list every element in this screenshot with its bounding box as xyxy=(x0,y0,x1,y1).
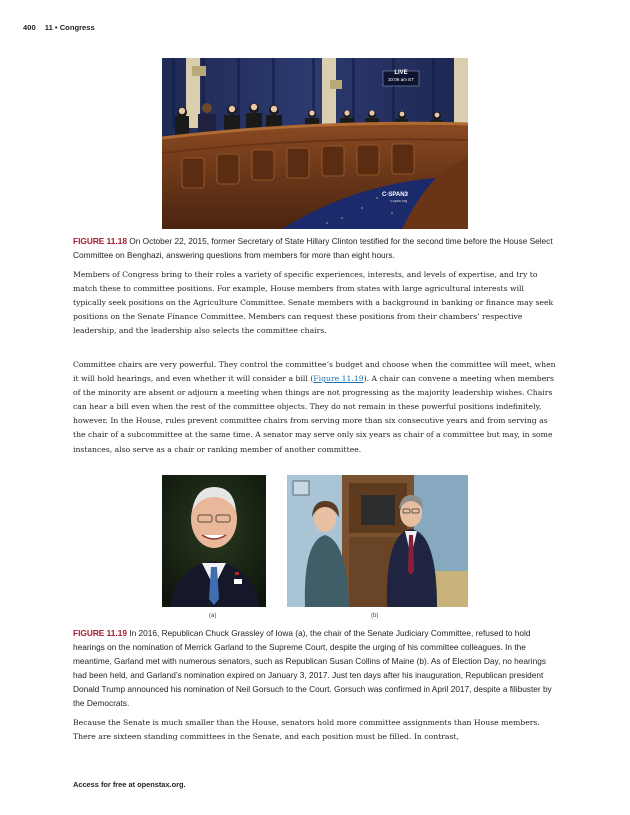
figure-11-19b-photo xyxy=(287,475,468,607)
caption-text: In 2016, Republican Chuck Grassley of Iowa (a), the chair of the Senate Judiciary Committee, refused to hold hearings on the nomination of Merrick Garland to the Supreme Court, despite the urging of his committee colleagues. In the meantime, Garland met with numerous senators, such as Republican Susan Collins of Maine (b). As of Election Day, no hearings had been held, and Garland’s nomination expired on January 3, 2017. Just ten days after his inauguration, Republican president Donald Trump announced his nomination of Neil Gorsuch to the Court. Gorsuch was confirmed in April 2017, despite a filibuster by the Democrats. xyxy=(73,628,552,708)
hearing-room-illustration xyxy=(162,58,468,229)
caption-text: On October 22, 2015, former Secretary of State Hillary Clinton testified for the second time before the House Select Committee on Benghazi, answering questions from members for more than eight hours. xyxy=(73,236,553,260)
footer-access-note: Access for free at openstax.org. xyxy=(73,780,186,789)
figure-11-19-caption xyxy=(73,626,558,710)
page-number: 400 xyxy=(23,23,36,32)
figure-11-19-link[interactable]: Figure 11.19 xyxy=(313,374,364,384)
body-paragraph-2 xyxy=(73,358,559,457)
figure-label: FIGURE 11.19 xyxy=(73,628,127,638)
figure-11-18-photo xyxy=(162,58,468,229)
network-url: c-span.org xyxy=(390,199,407,203)
body-paragraph-3 xyxy=(73,716,559,744)
paragraph-text: Members of Congress bring to their roles a variety of specific experiences, interests, and levels of expertise, and try to match these to committee positions. For example, House members from states with large agricultural interests will typically seek positions on the Agriculture Committee. Senate members with a background in banking or finance may seek positions on the Senate Finance Committee. Members can request these positions from their chambers’ respective leadership, and the leadership also selects the committee chairs. xyxy=(73,270,554,336)
meeting-illustration xyxy=(287,475,468,607)
chapter-title: 11 • Congress xyxy=(44,23,95,32)
live-overlay: LIVE xyxy=(394,70,408,76)
paragraph-text: ). A chair can convene a meeting when members of the minority are absent or adjourn a meeting when things are not progressing as the majority leadership wishes. Chairs can hear a bill even when the rest of the committee objects. They do not remain in these powerful positions indefinitely, however. In the House, rules prevent committee chairs from serving more than six consecutive years and from serving as the chair of a subcommittee at the same time. A senator may serve only six years as chair of a committee but may, in some instances, also serve as a chair or ranking member of another committee. xyxy=(73,374,554,454)
subfigure-label-b: (b) xyxy=(371,613,379,619)
time-overlay: 10:06 am ET xyxy=(387,77,415,82)
figure-label: FIGURE 11.18 xyxy=(73,236,127,246)
subfigure-label-a: (a) xyxy=(209,613,217,619)
portrait-illustration xyxy=(162,475,266,607)
paragraph-text: Because the Senate is much smaller than the House, senators hold more committee assignments than House members. There are sixteen standing committees in the Senate, and each position must be filled. In contrast, xyxy=(73,718,540,742)
body-paragraph-1 xyxy=(73,268,559,338)
network-logo: C-SPAN3 xyxy=(382,192,408,198)
running-header xyxy=(23,23,95,32)
figure-11-19a-photo xyxy=(162,475,266,607)
figure-11-18-caption xyxy=(73,234,558,262)
paragraph-text: Committee chairs are very powerful. They control the committee’s budget and choose when the committee will meet, when it will hold hearings, and even whether it will consider a bill ( xyxy=(73,360,556,384)
